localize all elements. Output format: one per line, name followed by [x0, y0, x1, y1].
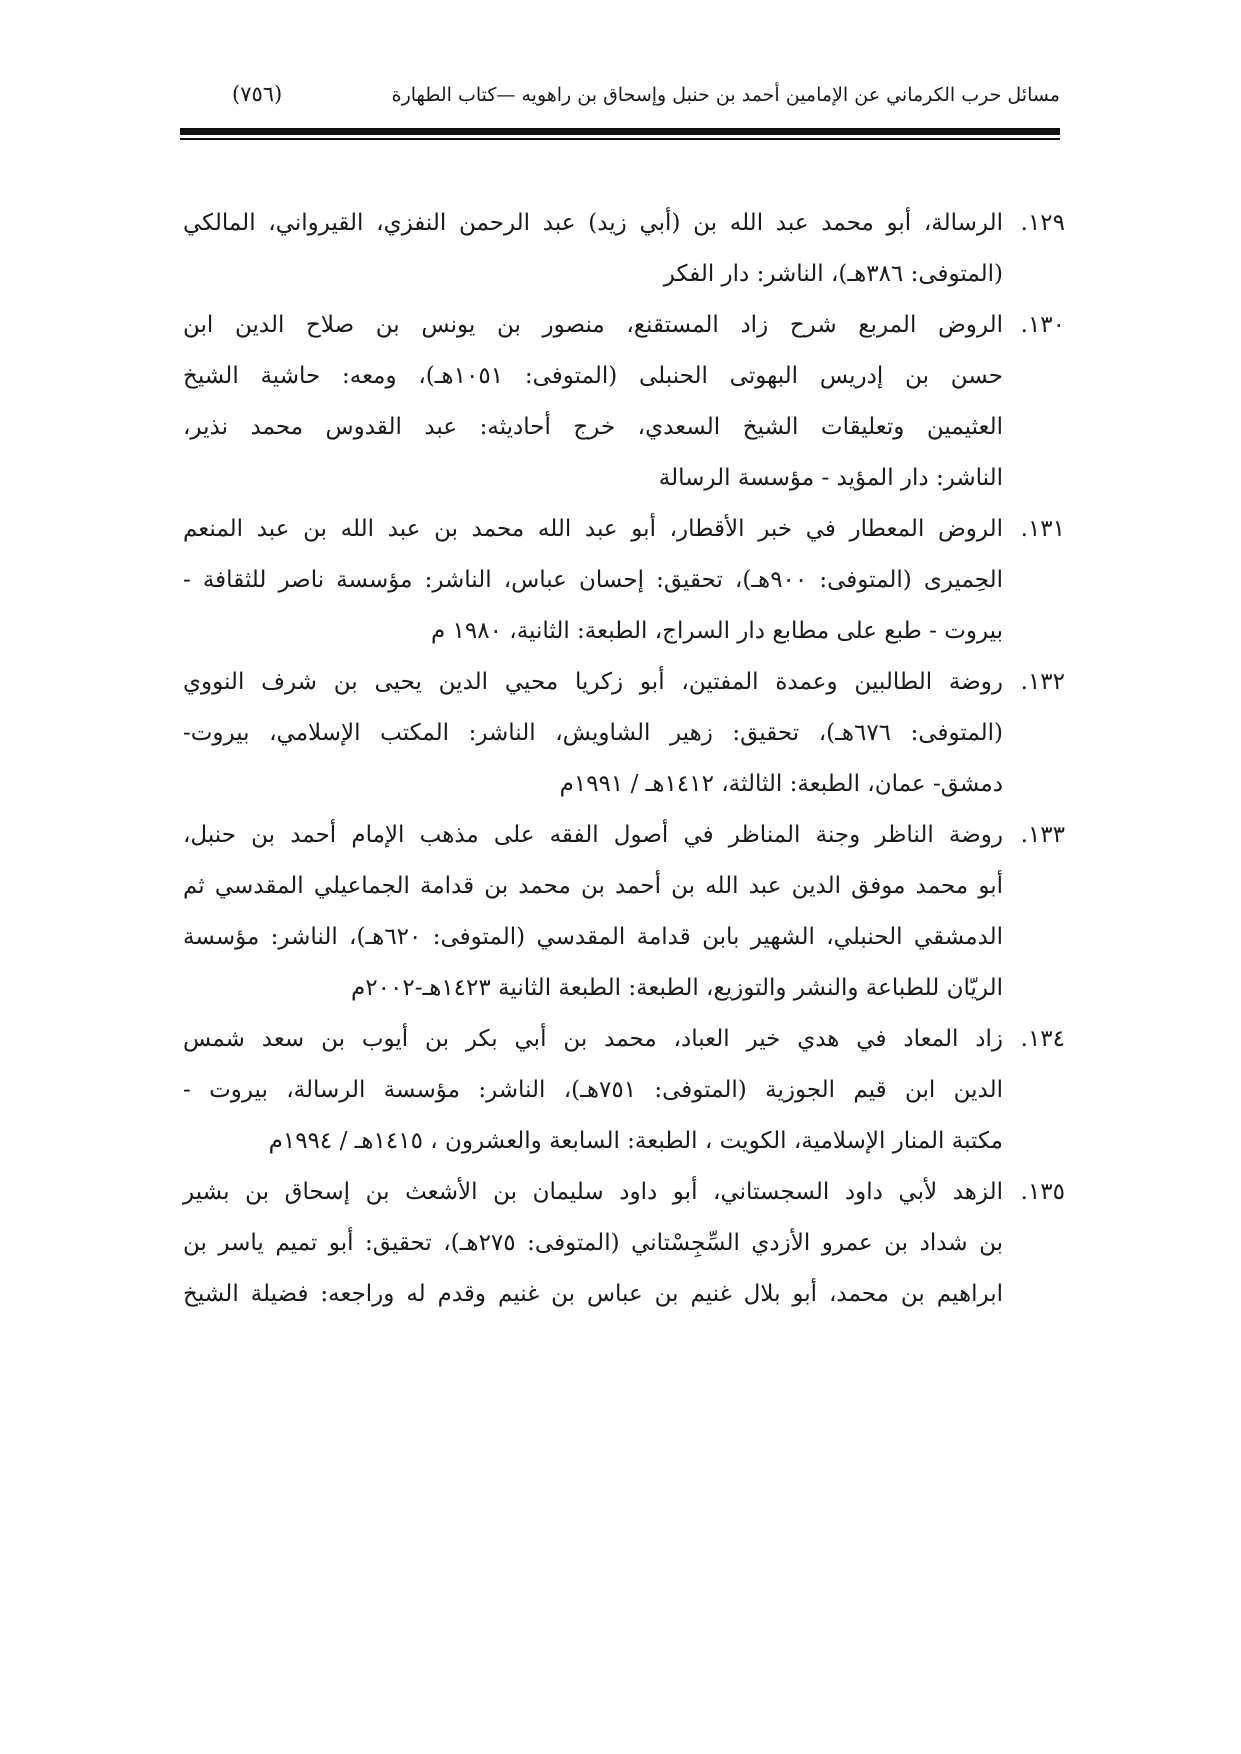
entry-line: زاد المعاد في هدي خير العباد، محمد بن أبي بكر بن أيوب بن سعد شمس: [183, 1026, 1003, 1052]
entry-line: بن شداد بن عمرو الأزدي السِّجِسْتاني (المتوفى: ٢٧٥هـ)، تحقيق: أبو تميم ياسر بن: [183, 1230, 1003, 1256]
entry-line: الحِميرى (المتوفى: ٩٠٠هـ)، تحقيق: إحسان عباس، الناشر: مؤسسة ناصر للثقافة -: [183, 567, 1004, 593]
entry-line: الدمشقي الحنبلي، الشهير بابن قدامة المقدسي (المتوفى: ٦٢٠هـ)، الناشر: مؤسسة: [183, 924, 1004, 950]
entry-line: الرسالة، أبو محمد عبد الله بن (أبي زيد) عبد الرحمن النفزي، القيرواني، المالكي: [183, 210, 1003, 236]
entry-number: ١٣٢.: [1020, 669, 1065, 695]
entry-line: دمشق- عمان، الطبعة: الثالثة، ١٤١٢هـ / ١٩٩١م: [559, 771, 1003, 797]
entry-number: ١٣٠.: [1020, 312, 1065, 338]
entry-line: مكتبة المنار الإسلامية، الكويت ، الطبعة: السابعة والعشرون ، ١٤١٥هـ / ١٩٩٤م: [268, 1128, 1003, 1154]
header-title: مسائل حرب الكرماني عن الإمامين أحمد بن حنبل وإسحاق بن راهويه —كتاب الطهارة: [391, 84, 1060, 106]
entry-line: الدين ابن قيم الجوزية (المتوفى: ٧٥١هـ)، الناشر: مؤسسة الرسالة، بيروت -: [183, 1077, 1003, 1103]
entry-number: ١٣٤.: [1020, 1026, 1065, 1052]
entry-line: روضة الطالبين وعمدة المفتين، أبو زكريا محيي الدين يحيى بن شرف النووي: [183, 669, 1003, 695]
header-rule-thick: [180, 128, 1060, 135]
entry-line: (المتوفى: ٦٧٦هـ)، تحقيق: زهير الشاويش، الناشر: المكتب الإسلامي، بيروت-: [183, 720, 1003, 746]
entry-number: ١٣٣.: [1020, 822, 1065, 848]
bibliography-entry-135: [183, 1167, 1065, 1320]
entry-line: أبو محمد موفق الدين عبد الله بن أحمد بن محمد بن قدامة الجماعيلي المقدسي ثم: [183, 873, 1003, 899]
page-number: (٧٥٦): [232, 82, 283, 106]
entry-line: الناشر: دار المؤيد - مؤسسة الرسالة: [658, 465, 1003, 491]
bibliography-list: [183, 198, 1065, 1320]
header-rule-thin: [180, 138, 1060, 140]
entry-line: ابراهيم بن محمد، أبو بلال غنيم بن عباس بن غنيم وقدم له وراجعه: فضيلة الشيخ: [183, 1281, 1003, 1307]
entry-line: الروض المعطار في خبر الأقطار، أبو عبد الله محمد بن عبد الله بن عبد المنعم: [183, 516, 1003, 542]
entry-line: الروض المربع شرح زاد المستقنع، منصور بن يونس بن صلاح الدين ابن: [183, 312, 1003, 338]
entry-line: (المتوفى: ٣٨٦هـ)، الناشر: دار الفكر: [663, 261, 1003, 287]
running-header: [180, 78, 1060, 118]
entry-line: بيروت - طبع على مطابع دار السراج، الطبعة: الثانية، ١٩٨٠ م: [430, 618, 1003, 644]
entry-number: ١٣١.: [1020, 516, 1065, 542]
bibliography-entry-130: [183, 300, 1065, 504]
entry-line: الزهد لأبي داود السجستاني، أبو داود سليمان بن الأشعث بن إسحاق بن بشير: [183, 1179, 1003, 1205]
entry-number: ١٣٥.: [1020, 1179, 1065, 1205]
entry-line: روضة الناظر وجنة المناظر في أصول الفقه على مذهب الإمام أحمد بن حنبل،: [183, 822, 1003, 848]
entry-number: ١٢٩.: [1020, 210, 1065, 236]
entry-line: حسن بن إدريس البهوتى الحنبلى (المتوفى: ١٠٥١هـ)، ومعه: حاشية الشيخ: [183, 363, 1003, 389]
bibliography-entry-129: [183, 198, 1065, 300]
entry-line: الريّان للطباعة والنشر والتوزيع، الطبعة: الطبعة الثانية ١٤٢٣هـ-٢٠٠٢م: [351, 975, 1003, 1001]
bibliography-entry-133: [183, 810, 1065, 1014]
bibliography-entry-132: [183, 657, 1065, 810]
bibliography-entry-134: [183, 1014, 1065, 1167]
bibliography-entry-131: [183, 504, 1065, 657]
entry-line: العثيمين وتعليقات الشيخ السعدي، خرج أحاديثه: عبد القدوس محمد نذير،: [183, 414, 1003, 440]
